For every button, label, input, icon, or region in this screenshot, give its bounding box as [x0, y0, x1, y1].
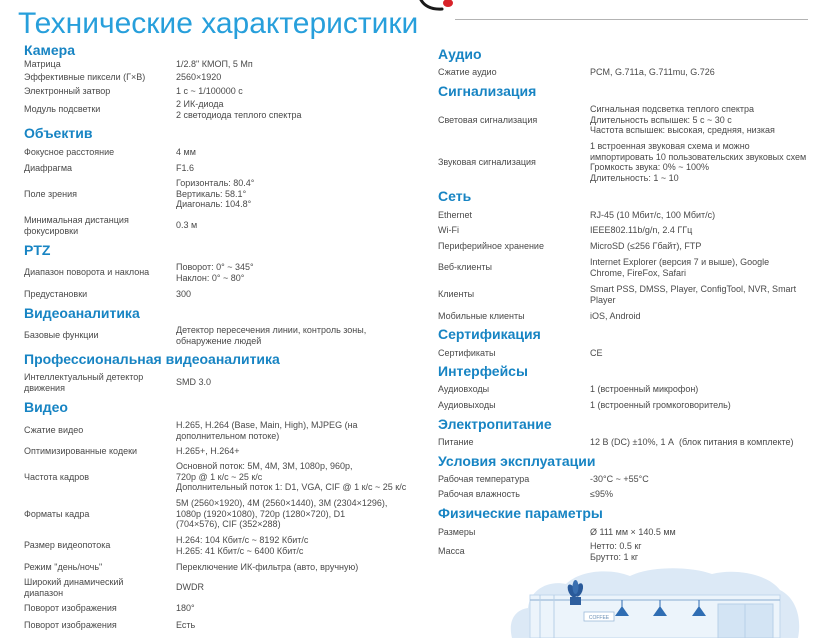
- spec-value: Internet Explorer (версия 7 и выше), Google Chrome, FireFox, Safari: [590, 257, 770, 278]
- sign-text: COFFEE: [588, 615, 610, 621]
- spec-label: Сертификаты: [438, 348, 496, 358]
- section-physical: Физические параметры: [438, 505, 603, 521]
- right-column: [438, 0, 810, 638]
- spec-label: Интеллектуальный детектор движения: [24, 372, 144, 393]
- spec-value: IEEE802.11b/g/n, 2.4 ГГц: [590, 225, 693, 235]
- spec-value: H.264: 104 Кбит/с ~ 8192 Кбит/с H.265: 41 Кбит/с ~ 6400 Кбит/с: [176, 535, 309, 556]
- spec-row: [24, 420, 358, 441]
- spec-label: Сжатие видео: [24, 425, 84, 436]
- spec-row: [438, 67, 715, 78]
- spec-row: [24, 461, 406, 493]
- spec-row: [438, 400, 731, 411]
- section-video-analytics: Видеоаналитика: [24, 305, 140, 321]
- spec-value: DWDR: [176, 582, 204, 593]
- page-title: Технические характеристики: [18, 7, 419, 40]
- spec-label: Диафрагма: [24, 163, 73, 173]
- spec-label: Фокусное расстояние: [24, 147, 115, 157]
- section-interfaces: Интерфейсы: [438, 363, 528, 379]
- spec-row: [438, 474, 649, 485]
- spec-value: Есть: [176, 620, 196, 630]
- spec-row: [438, 348, 603, 359]
- spec-value: PCM, G.711a, G.711mu, G.726: [590, 67, 715, 77]
- spec-row: [24, 99, 301, 120]
- left-column: [24, 0, 434, 638]
- spec-value: Основной поток: 5M, 4M, 3M, 1080p, 960p, 720p @ 1 к/с ~ 25 к/с Дополнительный поток 1: D1, VGA, CIF @ 1 к/с ~ 25 к/с: [176, 461, 407, 492]
- section-ptz: PTZ: [24, 242, 51, 258]
- spec-label: Рабочая температура: [438, 474, 530, 484]
- spec-label: Модуль подсветки: [24, 104, 101, 115]
- spec-label: Поворот изображения: [24, 620, 117, 630]
- spec-row: [24, 72, 221, 83]
- spec-label: Ethernet: [438, 210, 473, 220]
- spec-row: [24, 562, 358, 573]
- spec-label: Аудиовыходы: [438, 400, 496, 410]
- spec-value: Детектор пересечения линии, контроль зоны, обнаружение людей: [176, 325, 367, 346]
- spec-value: Ø 111 мм × 140.5 мм: [590, 527, 676, 537]
- spec-value: 1 (встроенный микрофон): [590, 384, 699, 394]
- spec-label: Оптимизированные кодеки: [24, 446, 138, 456]
- spec-value: Поворот: 0° ~ 345° Наклон: 0° ~ 80°: [176, 262, 254, 283]
- section-audio: Аудио: [438, 46, 482, 62]
- spec-label: Размеры: [438, 527, 476, 537]
- spec-value: Нетто: 0.5 кг Брутто: 1 кг: [590, 541, 642, 562]
- spec-value: 180°: [176, 603, 195, 613]
- spec-label: Минимальная дистанция фокусировки: [24, 215, 129, 236]
- spec-row: [438, 489, 613, 500]
- spec-label: Размер видеопотока: [24, 540, 111, 551]
- spec-row: [438, 311, 641, 322]
- spec-value: Сигнальная подсветка теплого спектра Длительность вспышек: 5 с ~ 30 с Частота вспышек: высокая, средняя, низкая: [590, 104, 775, 135]
- spec-value: 5M (2560×1920), 4M (2560×1440), 3M (2304×1296), 1080p (1920×1080), 720p (1280×720), D1 (704×576), CIF (352×288): [176, 498, 388, 529]
- spec-row: [438, 437, 794, 448]
- spec-row: [24, 620, 195, 631]
- spec-label: Эффективные пиксели (Г×В): [24, 72, 146, 82]
- spec-label: Частота кадров: [24, 471, 90, 482]
- section-pro-video-analytics: Профессиональная видеоаналитика: [24, 351, 280, 367]
- spec-row: [24, 163, 194, 174]
- section-environment: Условия эксплуатации: [438, 453, 596, 469]
- spec-label: Масса: [438, 546, 465, 557]
- spec-row: [24, 498, 387, 530]
- spec-value: SMD 3.0: [176, 377, 212, 388]
- spec-row: [438, 225, 692, 236]
- section-video: Видео: [24, 399, 68, 415]
- section-camera: Камера: [24, 42, 75, 58]
- spec-label: Матрица: [24, 59, 61, 69]
- spec-label: Звуковая сигнализация: [438, 156, 536, 167]
- spec-row: [438, 384, 698, 395]
- spec-value: 0.3 м: [176, 220, 198, 231]
- spec-label: Широкий динамический диапазон: [24, 577, 124, 598]
- spec-value: F1.6: [176, 163, 195, 173]
- spec-row: [24, 86, 243, 97]
- spec-value: MicroSD (≤256 Гбайт), FTP: [590, 241, 702, 251]
- spec-value: 12 В (DC) ±10%, 1 А (блок питания в комплекте): [590, 437, 794, 447]
- spec-row: [24, 178, 254, 210]
- spec-row: [438, 541, 642, 562]
- spec-row: [438, 527, 676, 538]
- section-alarm: Сигнализация: [438, 83, 537, 99]
- spec-row: [24, 147, 196, 158]
- spec-value: iOS, Android: [590, 311, 641, 321]
- spec-value: H.265+, H.264+: [176, 446, 240, 456]
- spec-value: 4 мм: [176, 147, 196, 157]
- section-certification: Сертификация: [438, 326, 541, 342]
- spec-label: Режим "день/ночь": [24, 562, 103, 572]
- spec-label: Световая сигнализация: [438, 114, 538, 125]
- spec-value: 2 ИК-диода 2 светодиода теплого спектра: [176, 99, 302, 120]
- spec-row: [24, 577, 204, 598]
- spec-label: Питание: [438, 437, 474, 447]
- spec-row: [24, 289, 191, 300]
- spec-label: Веб-клиенты: [438, 262, 492, 273]
- spec-label: Периферийное хранение: [438, 241, 544, 251]
- spec-value: ≤95%: [590, 489, 613, 499]
- spec-row: [438, 141, 806, 183]
- spec-row: [24, 59, 253, 70]
- spec-value: CE: [590, 348, 603, 358]
- spec-row: [24, 535, 308, 556]
- spec-value: 1 с ~ 1/100000 с: [176, 86, 243, 96]
- spec-value: 1 (встроенный громкоговоритель): [590, 400, 731, 410]
- spec-label: Диапазон поворота и наклона: [24, 267, 150, 278]
- spec-value: 1 встроенная звуковая схема и можно импортировать 10 пользовательских звуковых схем Громкость звука: 0% ~ 100% Длительность: 1 ~ 10: [590, 141, 807, 183]
- spec-row: [24, 446, 240, 457]
- section-lens: Объектив: [24, 125, 93, 141]
- spec-label: Аудиовходы: [438, 384, 490, 394]
- spec-row: [438, 104, 775, 136]
- spec-row: [24, 372, 211, 393]
- spec-value: H.265, H.264 (Base, Main, High), MJPEG (на дополнительном потоке): [176, 420, 358, 441]
- spec-label: Wi-Fi: [438, 225, 459, 235]
- spec-row: [438, 257, 769, 278]
- spec-row: [24, 262, 254, 283]
- spec-label: Электронный затвор: [24, 86, 111, 96]
- spec-row: [438, 210, 715, 221]
- spec-row: [24, 603, 195, 614]
- spec-value: -30°C ~ +55°C: [590, 474, 649, 484]
- spec-row: [438, 241, 701, 252]
- spec-value: Smart PSS, DMSS, Player, ConfigTool, NVR, Smart Player: [590, 284, 797, 305]
- spec-label: Мобильные клиенты: [438, 311, 525, 321]
- spec-value: 300: [176, 289, 192, 299]
- spec-value: Горизонталь: 80.4° Вертикаль: 58.1° Диагональ: 104.8°: [176, 178, 255, 209]
- spec-value: 2560×1920: [176, 72, 222, 82]
- spec-label: Клиенты: [438, 289, 475, 300]
- spec-label: Форматы кадра: [24, 508, 90, 519]
- spec-label: Поле зрения: [24, 188, 78, 199]
- storefront-illustration: [500, 560, 810, 638]
- spec-row: [24, 325, 366, 346]
- spec-value: Переключение ИК-фильтра (авто, вручную): [176, 562, 359, 572]
- spec-label: Рабочая влажность: [438, 489, 520, 499]
- spec-value: RJ-45 (10 Мбит/с, 100 Мбит/с): [590, 210, 716, 220]
- spec-row: [438, 284, 796, 305]
- section-power: Электропитание: [438, 416, 552, 432]
- section-network: Сеть: [438, 188, 472, 204]
- spec-label: Сжатие аудио: [438, 67, 497, 77]
- spec-label: Поворот изображения: [24, 603, 117, 613]
- spec-row: [24, 215, 197, 236]
- spec-value: 1/2.8" КМОП, 5 Мп: [176, 59, 253, 69]
- spec-label: Базовые функции: [24, 330, 99, 341]
- spec-label: Предустановки: [24, 289, 88, 299]
